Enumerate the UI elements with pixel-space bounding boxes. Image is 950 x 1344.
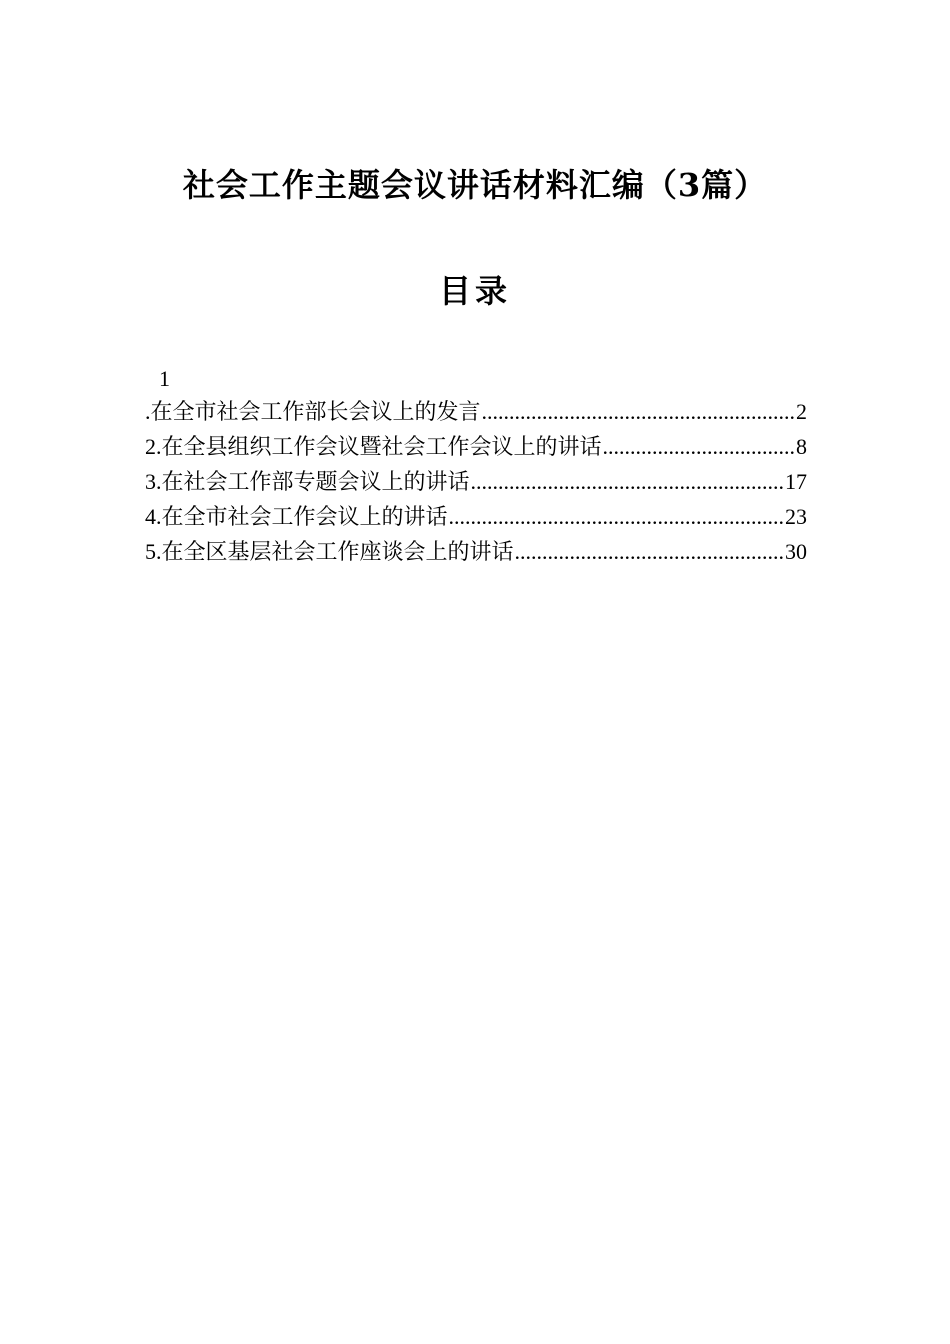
toc-entry-number: . bbox=[145, 399, 151, 424]
toc-entry-page: 30 bbox=[785, 539, 807, 564]
toc-entry-number: 2. bbox=[145, 434, 162, 459]
toc-leader-dots bbox=[515, 534, 784, 569]
toc-entry-page: 23 bbox=[785, 504, 807, 529]
toc-entry[interactable] bbox=[145, 464, 807, 499]
toc-entry-number: 5. bbox=[145, 539, 162, 564]
document-title: 社会工作主题会议讲话材料汇编（3篇） bbox=[182, 166, 768, 204]
toc-entry[interactable] bbox=[145, 534, 807, 569]
table-of-contents bbox=[145, 364, 807, 569]
toc-heading: 目录 bbox=[438, 272, 511, 310]
toc-entry-page: 2 bbox=[796, 399, 807, 424]
toc-entry[interactable] bbox=[145, 499, 807, 534]
toc-entry-label[interactable]: 在全区基层社会工作座谈会上的讲话 bbox=[161, 540, 514, 565]
toc-entry[interactable] bbox=[145, 429, 807, 464]
toc-entry-1-wrapped-number: 1 bbox=[159, 366, 170, 391]
toc-entry-number: 3. bbox=[145, 469, 162, 494]
toc-entry-page: 8 bbox=[796, 434, 807, 459]
toc-entry-label[interactable]: 在社会工作部专题会议上的讲话 bbox=[161, 470, 470, 495]
toc-leader-dots bbox=[471, 464, 784, 499]
toc-leader-dots bbox=[449, 499, 784, 534]
toc-entry-label[interactable]: 在全县组织工作会议暨社会工作会议上的讲话 bbox=[161, 435, 602, 460]
toc-entry-label[interactable]: 在全市社会工作会议上的讲话 bbox=[161, 505, 448, 530]
toc-leader-dots bbox=[603, 429, 795, 464]
toc-leader-dots bbox=[482, 394, 795, 429]
toc-entry-page: 17 bbox=[785, 469, 807, 494]
toc-entry[interactable] bbox=[145, 394, 807, 429]
toc-entry-number: 4. bbox=[145, 504, 162, 529]
toc-entry-label[interactable]: 在全市社会工作部长会议上的发言 bbox=[150, 400, 481, 425]
